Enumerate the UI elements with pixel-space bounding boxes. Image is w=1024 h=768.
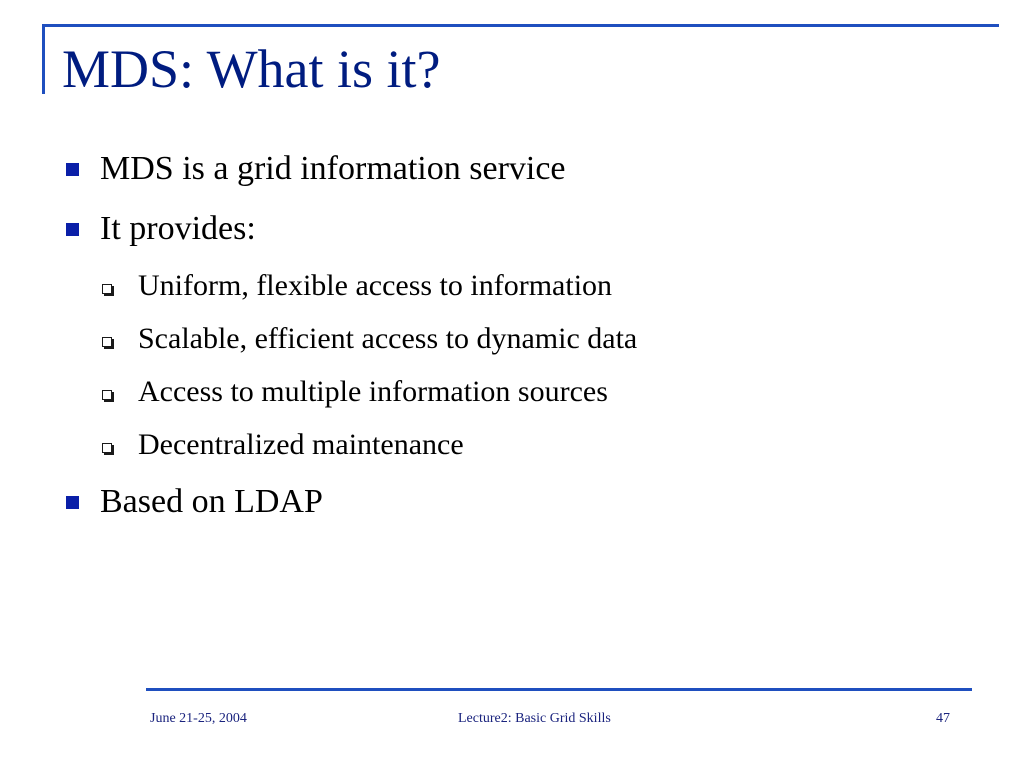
title-accent-top-line xyxy=(42,24,999,27)
sub-bullet-item xyxy=(62,318,962,360)
bullet-text: Based on LDAP xyxy=(100,483,323,520)
sub-bullet-text: Scalable, efficient access to dynamic data xyxy=(138,322,638,355)
bullet-item xyxy=(62,205,962,253)
sub-bullet-text: Access to multiple information sources xyxy=(138,375,608,408)
sub-bullet-item xyxy=(62,424,962,466)
hollow-square-bullet-icon xyxy=(102,390,112,400)
bullet-text: It provides: xyxy=(100,210,256,247)
slide-title: MDS: What is it? xyxy=(62,39,441,99)
sub-bullet-text: Uniform, flexible access to information xyxy=(138,269,613,302)
page-number: 47 xyxy=(936,711,950,726)
hollow-square-bullet-icon xyxy=(102,284,112,294)
footer-divider xyxy=(146,688,972,691)
sub-bullet-item xyxy=(62,371,962,413)
sub-bullet-group xyxy=(62,265,962,466)
sub-bullet-list xyxy=(62,265,962,466)
square-bullet-icon xyxy=(66,223,79,236)
sub-bullet-item xyxy=(62,265,962,307)
footer-lecture-title: Lecture2: Basic Grid Skills xyxy=(458,711,611,726)
hollow-square-bullet-icon xyxy=(102,337,112,347)
square-bullet-icon xyxy=(66,496,79,509)
footer-date: June 21-25, 2004 xyxy=(150,711,247,726)
hollow-square-bullet-icon xyxy=(102,443,112,453)
bullet-item xyxy=(62,145,962,193)
bullet-item xyxy=(62,478,962,526)
bullet-text: MDS is a grid information service xyxy=(100,150,566,187)
sub-bullet-text: Decentralized maintenance xyxy=(138,428,464,461)
title-accent-left-line xyxy=(42,24,45,94)
square-bullet-icon xyxy=(66,163,79,176)
bullet-list xyxy=(62,145,962,538)
